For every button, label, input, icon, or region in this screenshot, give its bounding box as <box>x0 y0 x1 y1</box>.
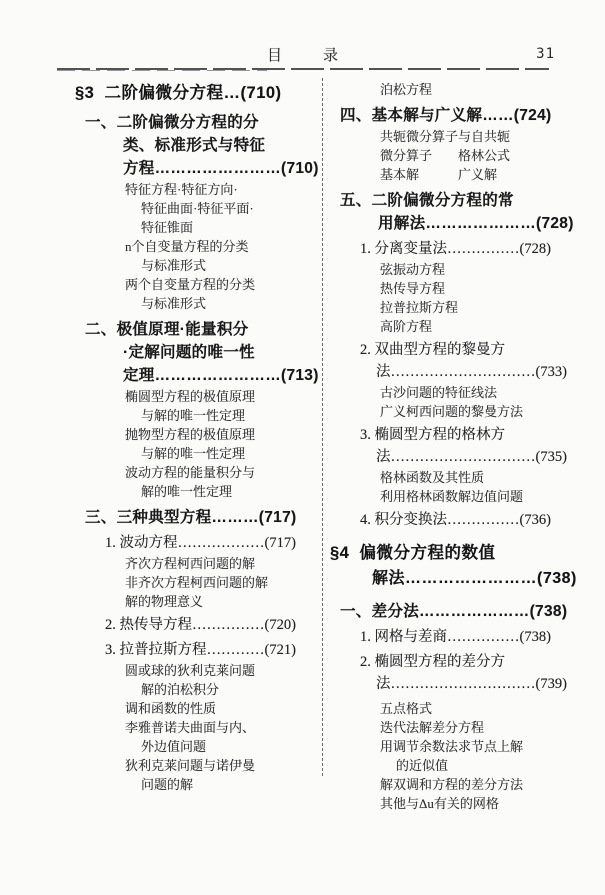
toc-line: 微分算子 格林公式 <box>380 148 511 163</box>
toc-line: 迭代法解差分方程 <box>380 720 485 735</box>
toc-line: 广义柯西问题的黎曼方法 <box>380 404 524 419</box>
toc-line: 与标准形式 <box>141 296 207 311</box>
toc-line: 三、三种典型方程………(717) <box>85 509 297 526</box>
toc-line: 弦振动方程 <box>380 262 446 277</box>
toc-line: 基本解 广义解 <box>380 167 498 182</box>
toc-line: 四、基本解与广义解……(724) <box>340 107 552 124</box>
toc-line: 热传导方程 <box>380 281 446 296</box>
toc-line: 2. 双曲型方程的黎曼方 <box>360 342 505 358</box>
header-rule-shadow <box>57 70 267 71</box>
toc-line: 3. 拉普拉斯方程…………(721) <box>105 642 296 658</box>
toc-line: 椭圆型方程的极值原理 <box>125 389 256 404</box>
toc-line: 与解的唯一性定理 <box>141 408 246 423</box>
toc-line: 格林函数及其性质 <box>380 470 485 485</box>
toc-line: ·定解问题的唯一性 <box>123 344 255 361</box>
toc-line: 方程……………………(710) <box>123 160 319 177</box>
toc-right-column <box>330 80 580 813</box>
toc-line: 特征锥面 <box>141 220 194 235</box>
toc-line: 齐次方程柯西问题的解 <box>125 556 256 571</box>
toc-line: §3 二阶偏微分方程…(710) <box>75 84 282 102</box>
toc-line: 1. 网格与差商……………(738) <box>360 629 551 645</box>
toc-line: 两个自变量方程的分类 <box>125 277 256 292</box>
toc-line: 一、二阶偏微分方程的分 <box>85 114 259 131</box>
toc-line: 解双调和方程的差分方法 <box>380 777 524 792</box>
toc-line: 1. 波动方程………………(717) <box>105 535 296 551</box>
toc-line: 解的物理意义 <box>125 594 204 609</box>
toc-line: 波动方程的能量积分与 <box>125 465 256 480</box>
toc-line: 特征方程·特征方向· <box>125 182 238 197</box>
toc-line: 一、差分法…………………(738) <box>340 603 568 620</box>
toc-line: 其他与Δu有关的网格 <box>380 796 499 811</box>
toc-line: 用调节余数法求节点上解 <box>380 739 524 754</box>
toc-line: 2. 椭圆型方程的差分方 <box>360 654 505 670</box>
toc-line: 与解的唯一性定理 <box>141 446 246 461</box>
toc-line: 定理……………………(713) <box>123 367 319 384</box>
toc-line: 类、标准形式与特征 <box>123 137 266 154</box>
toc-line: 法…………………………(733) <box>376 364 567 380</box>
toc-left-column <box>75 80 327 794</box>
toc-line: 法…………………………(739) <box>376 676 567 692</box>
toc-line: n个自变量方程的分类 <box>125 239 249 254</box>
toc-line: 李雅普诺夫曲面与内、 <box>125 720 256 735</box>
toc-line: 拉普拉斯方程 <box>380 300 459 315</box>
toc-line: §4 偏微分方程的数值 <box>330 544 496 562</box>
toc-line: 问题的解 <box>141 777 194 792</box>
toc-line: 共轭微分算子与自共轭 <box>380 129 511 144</box>
toc-line: 非齐次方程柯西问题的解 <box>125 575 269 590</box>
toc-line: 抛物型方程的极值原理 <box>125 427 256 442</box>
toc-line: 的近似值 <box>396 758 449 773</box>
toc-line: 外边值问题 <box>141 739 207 754</box>
toc-line: 五点格式 <box>380 701 433 716</box>
toc-line: 特征曲面·特征平面· <box>141 201 254 216</box>
toc-line: 圆或球的狄利克莱问题 <box>125 663 256 678</box>
toc-line: 1. 分离变量法……………(728) <box>360 241 551 257</box>
toc-line: 调和函数的性质 <box>125 701 217 716</box>
page-title: 目 录 <box>266 48 351 64</box>
toc-line: 解法……………………(738) <box>372 570 577 587</box>
toc-line: 3. 椭圆型方程的格林方 <box>360 427 505 443</box>
toc-line: 利用格林函数解边值问题 <box>380 489 524 504</box>
toc-line: 与标准形式 <box>141 258 207 273</box>
toc-line: 古沙问题的特征线法 <box>380 385 498 400</box>
toc-line: 法…………………………(735) <box>376 449 567 465</box>
toc-line: 二、极值原理·能量积分 <box>85 321 249 338</box>
toc-line: 用解法…………………(728) <box>378 215 574 232</box>
toc-line: 泊松方程 <box>380 82 433 97</box>
toc-line: 2. 热传导方程……………(720) <box>105 617 296 633</box>
toc-line: 高阶方程 <box>380 319 433 334</box>
toc-line: 五、二阶偏微分方程的常 <box>340 192 514 209</box>
toc-line: 狄利克莱问题与诺伊曼 <box>125 758 256 773</box>
toc-line: 解的泊松积分 <box>141 682 220 697</box>
page-number: 31 <box>536 46 555 62</box>
toc-line: 解的唯一性定理 <box>141 484 233 499</box>
toc-line: 4. 积分变换法……………(736) <box>360 512 551 528</box>
